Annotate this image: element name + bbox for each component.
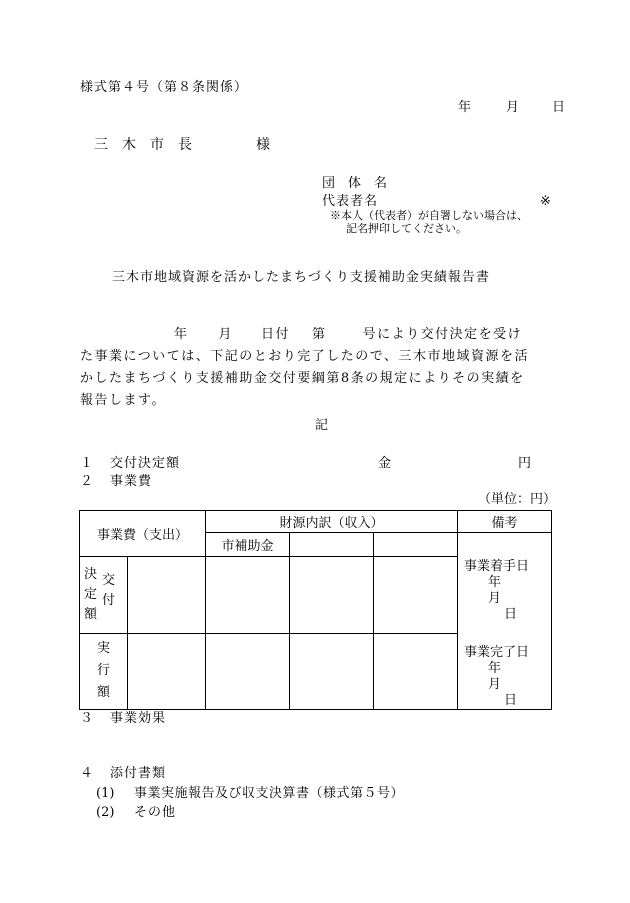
decided-source-cell-2[interactable]	[374, 557, 458, 633]
actual-cost-cell[interactable]	[128, 633, 206, 709]
start-day: 日	[504, 607, 518, 622]
actual-subsidy-cell[interactable]	[206, 633, 290, 709]
body-line-3: かしたまちづくり支援補助金交付要綱第8条の規定によりその実績を	[80, 371, 525, 386]
body-month: 月	[218, 327, 234, 342]
decided-subsidy-cell[interactable]	[206, 557, 290, 633]
attachment-1-number: (1)	[96, 786, 115, 801]
date-month-label: 月	[506, 100, 520, 115]
body-line-1	[80, 324, 550, 346]
signature-note-1: ※本人（代表者）が自署しない場合は、	[330, 209, 528, 222]
date-day-label: 日	[552, 100, 566, 115]
decided-cost-cell[interactable]	[128, 557, 206, 633]
actual-source-cell-2[interactable]	[374, 633, 458, 709]
item-1-number: １	[80, 456, 94, 471]
date-year-label: 年	[458, 100, 472, 115]
item-3-label: 事業効果	[110, 711, 167, 726]
header-funding-source: 財源内訳（収入）	[206, 511, 458, 533]
attachment-1-label: 事業実施報告及び収支決算書（様式第５号）	[134, 786, 405, 801]
item-1-kin: 金	[378, 456, 392, 471]
item-2-label: 事業費	[110, 474, 153, 489]
body-line-2: た事業については、下記のとおり完了したので、三木市地域資源を活	[80, 349, 529, 364]
item-1-yen: 円	[518, 456, 532, 471]
body-dai: 第	[312, 327, 327, 342]
item-4-label: 添付書類	[110, 766, 167, 781]
end-year: 年	[488, 661, 502, 676]
start-label: 事業着手日	[464, 559, 530, 574]
body-line-1-rest: 号により交付決定を受け	[362, 327, 523, 342]
header-city-subsidy: 市補助金	[206, 533, 290, 557]
row-decided-label-main: 決 定 額	[84, 567, 98, 623]
actual-source-cell-1[interactable]	[290, 633, 374, 709]
start-year: 年	[488, 575, 502, 590]
item-1-label: 交付決定額	[110, 456, 181, 471]
end-label: 事業完了日	[464, 645, 530, 660]
remarks-cell	[458, 533, 552, 710]
form-number: 様式第４号（第８条関係）	[80, 80, 249, 95]
body-paragraph	[80, 324, 550, 412]
start-date-block	[458, 559, 551, 623]
start-month: 月	[488, 591, 502, 606]
body-year: 年	[174, 327, 189, 342]
org-name-label: 団 体 名	[322, 176, 388, 191]
decided-source-cell-1[interactable]	[290, 557, 374, 633]
representative-label: 代表者名	[322, 194, 379, 209]
attachment-2-label: その他	[134, 805, 177, 820]
header-source-blank-1	[290, 533, 374, 557]
item-3-number: ３	[80, 711, 94, 726]
header-cost: 事業費（支出）	[80, 511, 206, 557]
attachment-2-number: (2)	[96, 805, 115, 820]
ki-heading: 記	[315, 418, 329, 433]
end-date-block	[458, 645, 551, 709]
item-4-number: ４	[80, 766, 94, 781]
row-decided-label-sub: 交 付	[102, 573, 116, 609]
addressee-honorific: 様	[256, 137, 270, 153]
end-month: 月	[488, 677, 502, 692]
unit-label: （単位：円）	[478, 492, 557, 507]
body-line-4: 報告します。	[80, 393, 166, 408]
row-decided-label	[80, 557, 128, 633]
row-actual-label: 実 行 額	[80, 633, 128, 709]
expense-table	[79, 510, 552, 710]
item-2-number: ２	[80, 474, 94, 489]
end-day: 日	[504, 693, 518, 708]
header-remarks: 備考	[458, 511, 552, 533]
addressee-name: 三 木 市 長	[94, 137, 192, 153]
header-source-blank-2	[374, 533, 458, 557]
body-day: 日付	[261, 327, 291, 342]
document-title: 三木市地域資源を活かしたまちづくり支援補助金実績報告書	[112, 270, 490, 285]
signature-note-2: 記名押印してください。	[346, 222, 467, 235]
seal-mark: ※	[540, 194, 551, 209]
